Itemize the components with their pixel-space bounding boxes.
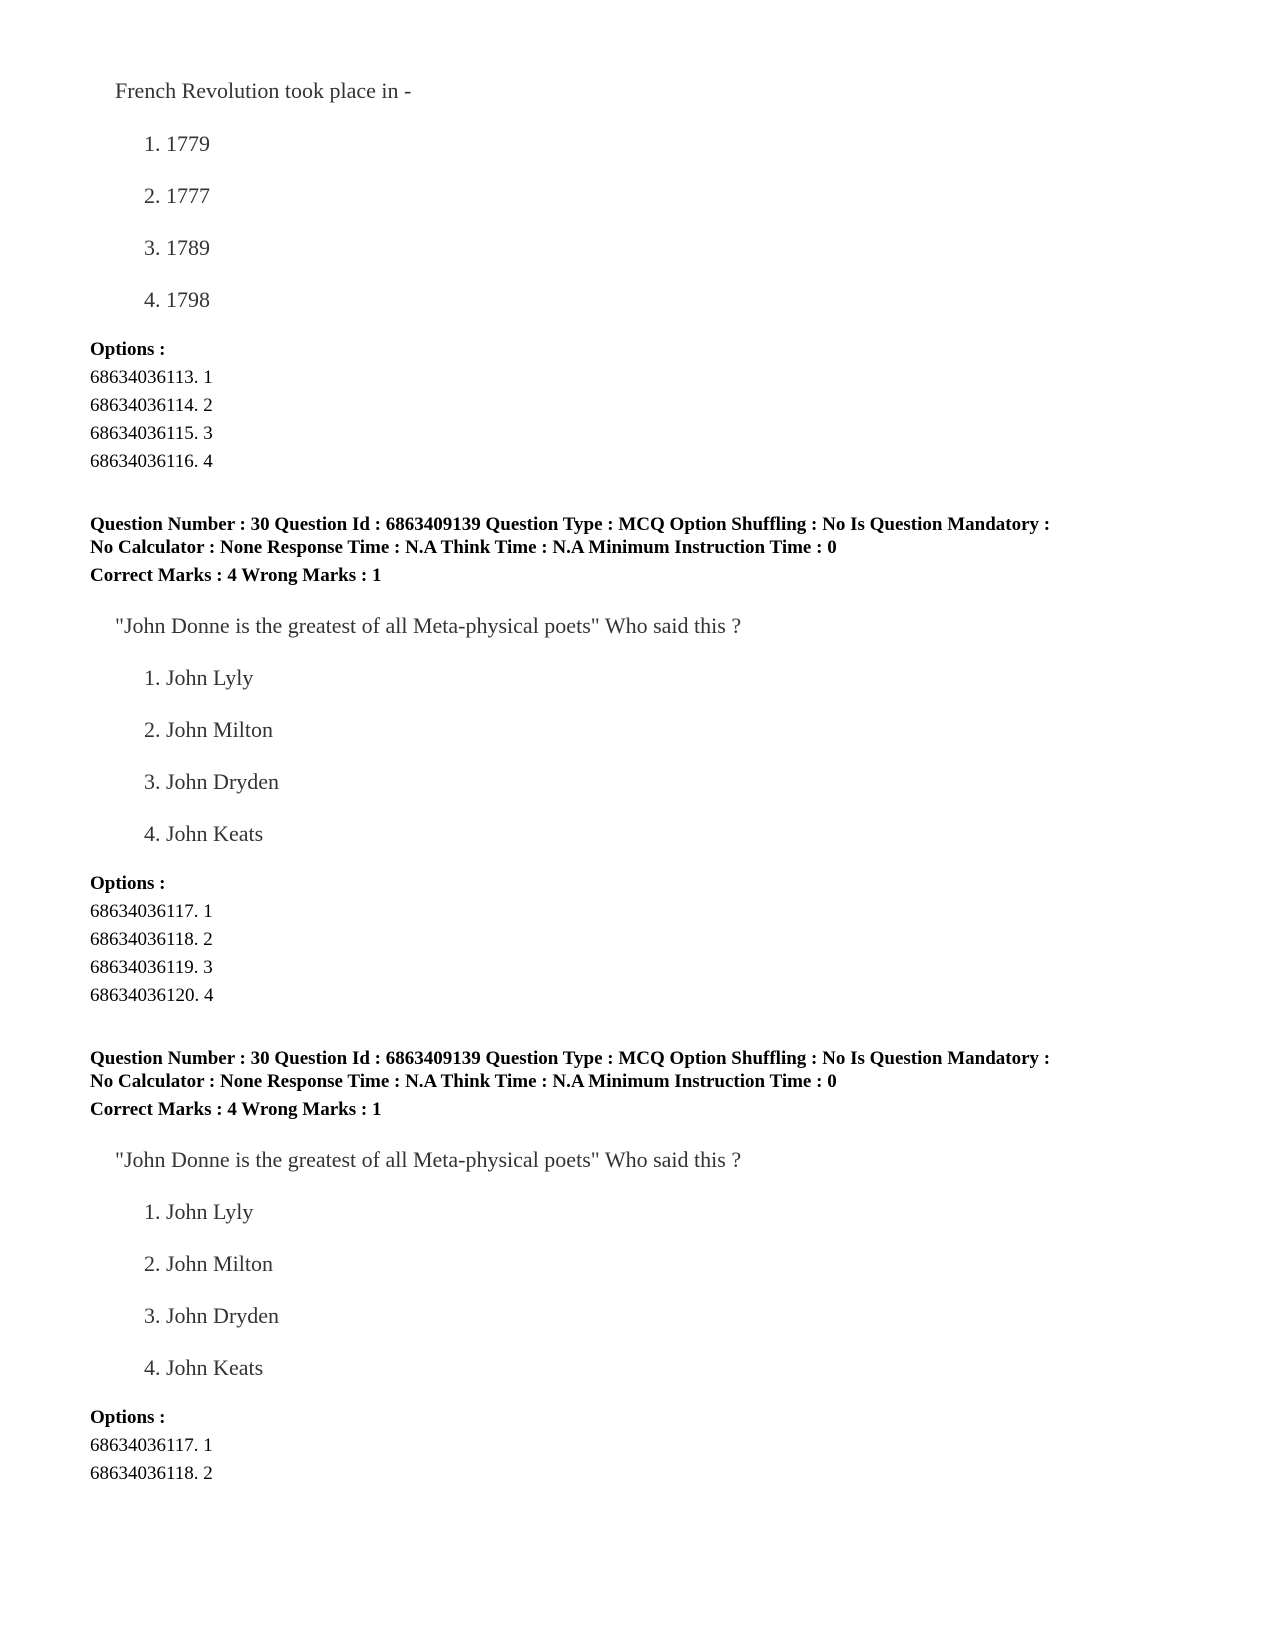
option-id: 68634036113. 1 — [90, 367, 213, 388]
question-text: French Revolution took place in - — [115, 78, 412, 103]
options-label: Options : — [90, 339, 166, 360]
marks-line: Correct Marks : 4 Wrong Marks : 1 — [90, 1099, 382, 1120]
option-id: 68634036114. 2 — [90, 395, 213, 416]
choice-1: 1. John Lyly — [144, 665, 254, 690]
options-label: Options : — [90, 873, 166, 894]
question-meta-line1: Question Number : 30 Question Id : 6863409139 Question Type : MCQ Option Shuffling : No Is Question Mandatory : — [90, 1048, 1051, 1069]
choice-4: 4. 1798 — [144, 287, 210, 312]
option-id: 68634036117. 1 — [90, 901, 213, 922]
choice-2: 2. John Milton — [144, 1251, 273, 1276]
option-id: 68634036120. 4 — [90, 985, 214, 1006]
option-id: 68634036117. 1 — [90, 1435, 213, 1456]
choice-2: 2. John Milton — [144, 717, 273, 742]
choice-3: 3. 1789 — [144, 235, 210, 260]
question-text: "John Donne is the greatest of all Meta-physical poets" Who said this ? — [115, 1147, 742, 1172]
choice-2: 2. 1777 — [144, 183, 210, 208]
question-meta-line2: No Calculator : None Response Time : N.A Think Time : N.A Minimum Instruction Time : 0 — [90, 1071, 837, 1092]
option-id: 68634036119. 3 — [90, 957, 213, 978]
choice-4: 4. John Keats — [144, 821, 264, 846]
choice-1: 1. John Lyly — [144, 1199, 254, 1224]
options-label: Options : — [90, 1407, 166, 1428]
choice-4: 4. John Keats — [144, 1355, 264, 1380]
choice-3: 3. John Dryden — [144, 1303, 280, 1328]
choice-3: 3. John Dryden — [144, 769, 280, 794]
question-text: "John Donne is the greatest of all Meta-physical poets" Who said this ? — [115, 613, 742, 638]
question-meta-line1: Question Number : 30 Question Id : 6863409139 Question Type : MCQ Option Shuffling : No Is Question Mandatory : — [90, 514, 1051, 535]
option-id: 68634036118. 2 — [90, 929, 213, 950]
question-meta-line2: No Calculator : None Response Time : N.A Think Time : N.A Minimum Instruction Time : 0 — [90, 537, 837, 558]
choice-1: 1. 1779 — [144, 131, 210, 156]
option-id: 68634036115. 3 — [90, 423, 213, 444]
option-id: 68634036118. 2 — [90, 1463, 213, 1484]
option-id: 68634036116. 4 — [90, 451, 213, 472]
marks-line: Correct Marks : 4 Wrong Marks : 1 — [90, 565, 382, 586]
